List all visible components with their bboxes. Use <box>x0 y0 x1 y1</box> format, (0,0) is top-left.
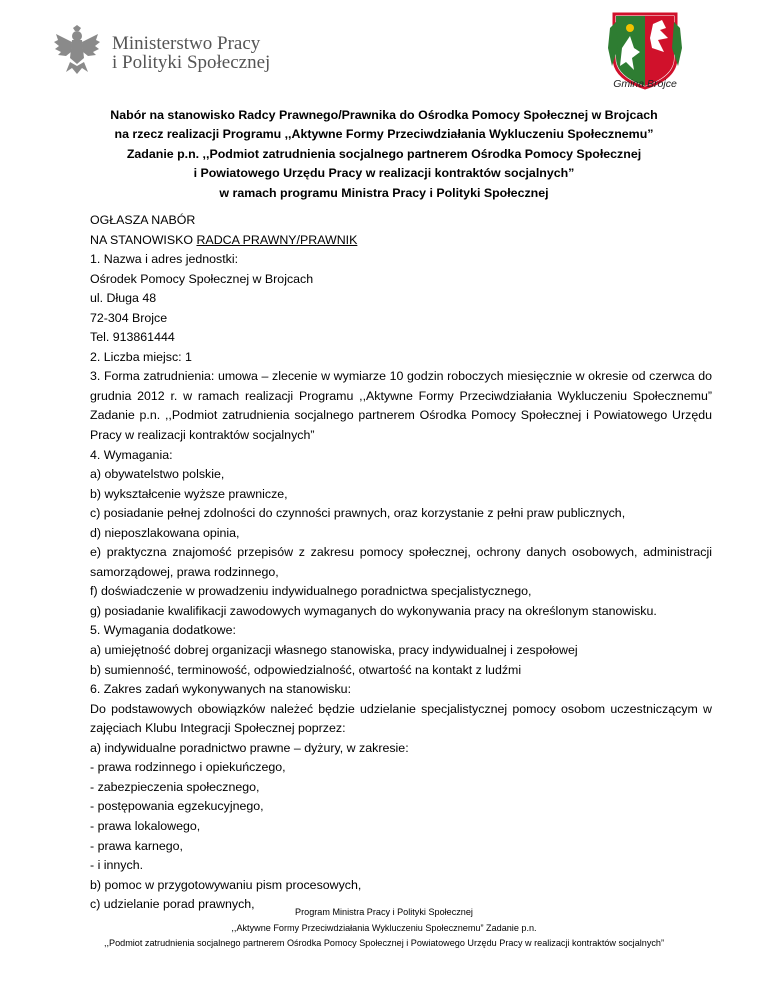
extra-req-a: a) umiejętność dobrej organizacji własnego stanowiska, pracy indywidualnej i zespołowej <box>90 643 578 658</box>
extra-req-b: b) sumienność, terminowość, odpowiedzialność, otwartość na kontakt z ludźmi <box>90 662 522 677</box>
section-3: 3. Forma zatrudnienia: umowa – zlecenie w wymiarze 10 godzin roboczych miesięcznie w okresie od czerwca do grudnia 2012 r. w ramach realizacji Programu ,,Aktywne Formy Przeciwdziałania Wykluczeniu Społecznemu” Zadanie p.n. ,,Podmiot zatrudnienia socjalnego partnerem Ośrodka Pomocy Społecznej i Powiatowego Urzędu Pracy w realizacji kontraktów socjalnych” <box>90 369 712 443</box>
section-1-title: 1. Nazwa i adres jednostki: <box>90 252 239 267</box>
ministry-name <box>112 34 270 72</box>
duty-a: a) indywidualne poradnictwo prawne – dyżury, w zakresie: <box>90 740 409 755</box>
footer-line-3: ,,Podmiot zatrudnienia socjalnego partnerem Ośrodka Pomocy Społecznej i Powiatowego Urzędu Pracy w realizacji kontraktów socjalnych” <box>103 938 665 948</box>
req-c: c) posiadanie pełnej zdolności do czynności prawnych, oraz korzystanie z pełni praw publicznych, <box>90 506 626 521</box>
section-6-title: 6. Zakres zadań wykonywanych na stanowisku: <box>90 682 352 697</box>
position-line <box>90 231 712 251</box>
position-prefix: NA STANOWISKO <box>90 232 197 247</box>
duty-a-item: - prawa karnego, <box>90 838 183 853</box>
title-line-5: w ramach programu Ministra Pracy i Polityki Społecznej <box>219 185 549 200</box>
org-street: ul. Długa 48 <box>90 291 157 306</box>
req-e: e) praktyczna znajomość przepisów z zakresu pomocy społecznej, ochrony danych osobowych, administracji samorządowej, prawa rodzinnego, <box>90 545 712 579</box>
eagle-emblem-icon <box>52 24 102 80</box>
req-b: b) wykształcenie wyższe prawnicze, <box>90 486 288 501</box>
req-g: g) posiadanie kwalifikacji zawodowych wymaganych do wykonywania pracy na określonym stanowisku. <box>90 603 657 618</box>
title-line-3: Zadanie p.n. ,,Podmiot zatrudnienia socjalnego partnerem Ośrodka Pomocy Społecznej <box>126 146 642 161</box>
footer-line-1: Program Ministra Pracy i Polityki Społecznej <box>295 907 473 917</box>
duty-b: b) pomoc w przygotowywaniu pism procesowych, <box>90 877 362 892</box>
section-2: 2. Liczba miejsc: 1 <box>90 349 192 364</box>
title-line-2: na rzecz realizacji Programu ,,Aktywne Formy Przeciwdziałania Wykluczeniu Społecznemu” <box>114 127 654 142</box>
duty-a-item: - i innych. <box>90 858 144 873</box>
title-line-4: i Powiatowego Urzędu Pracy w realizacji kontraktów socjalnych” <box>193 166 575 181</box>
duty-a-item: - postępowania egzekucyjnego, <box>90 799 264 814</box>
announce-heading: OGŁASZA NABÓR <box>90 213 196 227</box>
announcement-body <box>90 211 712 915</box>
section-4-title: 4. Wymagania: <box>90 447 173 462</box>
footer-line-2: ,,Aktywne Formy Przeciwdziałania Wykluczeniu Społecznemu” Zadanie p.n. <box>231 922 537 933</box>
req-a: a) obywatelstwo polskie, <box>90 467 225 482</box>
duty-a-item: - prawa lokalowego, <box>90 818 201 833</box>
req-d: d) nieposzlakowana opinia, <box>90 525 240 540</box>
title-line-1: Nabór na stanowisko Radcy Prawnego/Prawnika do Ośrodka Pomocy Społecznej w Brojcach <box>110 108 658 122</box>
duties-intro: Do podstawowych obowiązków należeć będzie udzielanie specjalistycznej pomocy osobom uczestniczącym w zajęciach Klubu Integracji Społecznej poprzez: <box>90 701 712 736</box>
section-5-title: 5. Wymagania dodatkowe: <box>90 623 236 638</box>
org-postal: 72-304 Brojce <box>90 310 168 325</box>
announcement-title <box>60 106 708 203</box>
position-name: RADCA PRAWNY/PRAWNIK <box>196 232 358 247</box>
ministry-name-line2: i Polityki Społecznej <box>112 52 271 73</box>
gmina-caption: Gmina Brojce <box>613 78 677 90</box>
page-footer <box>0 905 768 952</box>
duty-a-item: - zabezpieczenia społecznego, <box>90 779 260 794</box>
ministry-name-line1: Ministerstwo Pracy <box>112 33 261 54</box>
org-phone: Tel. 913861444 <box>90 330 175 345</box>
duty-c: c) udzielanie porad prawnych, <box>90 897 255 912</box>
req-f: f) doświadczenie w prowadzeniu indywidualnego poradnictwa specjalistycznego, <box>90 584 532 599</box>
duty-a-item: - prawa rodzinnego i opiekuńczego, <box>90 760 286 775</box>
org-name: Ośrodek Pomocy Społecznej w Brojcach <box>90 271 314 286</box>
